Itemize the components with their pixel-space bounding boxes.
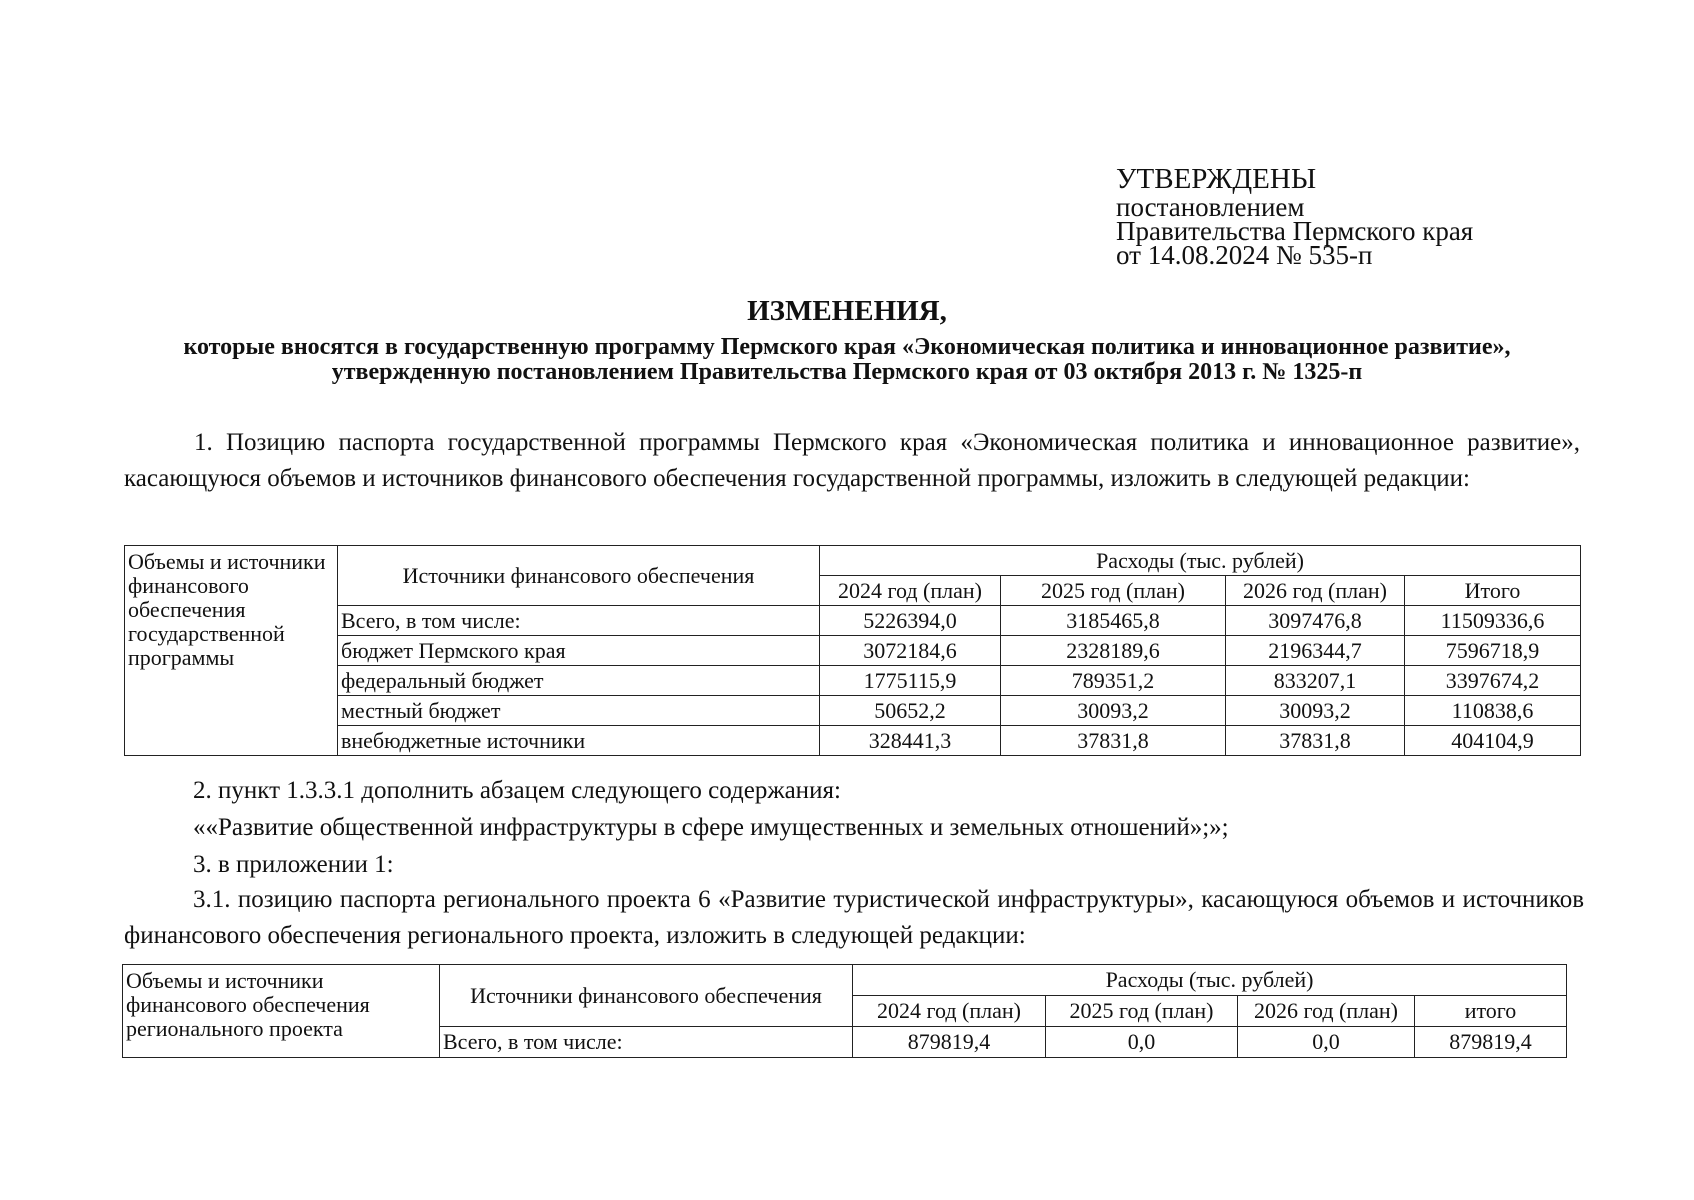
- table-row: [125, 666, 1581, 696]
- paragraph-5: 3.1. позицию паспорта регионального проекта 6 «Развитие туристической инфраструктуры», касающуюся объемов и источников финансового обеспечения регионального проекта, изложить в следующей редакции:: [124, 886, 1584, 949]
- value-cell: 30093,2: [1226, 696, 1405, 726]
- sources-header: Источники финансового обеспечения: [338, 546, 820, 606]
- document-title: ИЗМЕНЕНИЯ,: [747, 295, 947, 327]
- table-object-label: Объемы и источники финансового обеспечения регионального проекта: [123, 965, 440, 1058]
- value-cell: 404104,9: [1405, 726, 1581, 756]
- year-header: 2024 год (план): [853, 996, 1046, 1027]
- table-row: [125, 726, 1581, 756]
- value-cell: 5226394,0: [820, 606, 1001, 636]
- approval-heading: УТВЕРЖДЕНЫ: [1116, 163, 1317, 195]
- total-header: Итого: [1405, 576, 1581, 606]
- sources-header: Источники финансового обеспечения: [440, 965, 853, 1027]
- value-cell: 3097476,8: [1226, 606, 1405, 636]
- source-cell: Всего, в том числе:: [338, 606, 820, 636]
- year-header: 2026 год (план): [1226, 576, 1405, 606]
- value-cell: 3072184,6: [820, 636, 1001, 666]
- paragraph-1: 1. Позицию паспорта государственной программы Пермского края «Экономическая политика и инновационное развитие», касающуюся объемов и источников финансового обеспечения государственной программы, изложить в следующей редакции:: [124, 429, 1580, 492]
- source-cell: федеральный бюджет: [338, 666, 820, 696]
- value-cell: 879819,4: [1415, 1027, 1567, 1058]
- value-cell: 0,0: [1238, 1027, 1415, 1058]
- table-object-label: Объемы и источники финансового обеспечения государственной программы: [125, 546, 338, 756]
- source-cell: местный бюджет: [338, 696, 820, 726]
- value-cell: 1775115,9: [820, 666, 1001, 696]
- value-cell: 37831,8: [1001, 726, 1226, 756]
- source-cell: Всего, в том числе:: [440, 1027, 853, 1058]
- year-header: 2026 год (план): [1238, 996, 1415, 1027]
- approval-stamp: [1116, 163, 1636, 270]
- table-row: [125, 636, 1581, 666]
- value-cell: 110838,6: [1405, 696, 1581, 726]
- source-cell: внебюджетные источники: [338, 726, 820, 756]
- year-header: 2024 год (план): [820, 576, 1001, 606]
- paragraph-3: ««Развитие общественной инфраструктуры в сфере имущественных и земельных отношений»;»;: [193, 814, 1229, 841]
- financing-table-regional-project: [122, 964, 1567, 1058]
- value-cell: 2328189,6: [1001, 636, 1226, 666]
- value-cell: 30093,2: [1001, 696, 1226, 726]
- value-cell: 7596718,9: [1405, 636, 1581, 666]
- value-cell: 0,0: [1046, 1027, 1238, 1058]
- value-cell: 833207,1: [1226, 666, 1405, 696]
- paragraph-2: 2. пункт 1.3.3.1 дополнить абзацем следующего содержания:: [193, 777, 841, 804]
- value-cell: 328441,3: [820, 726, 1001, 756]
- document-subtitle: которые вносятся в государственную программу Пермского края «Экономическая политика и инновационное развитие», утвержденную постановлением Правительства Пермского края от 03 октября 2013 г. № 1325-п: [183, 334, 1511, 385]
- value-cell: 789351,2: [1001, 666, 1226, 696]
- value-cell: 3185465,8: [1001, 606, 1226, 636]
- table-row: [125, 696, 1581, 726]
- value-cell: 2196344,7: [1226, 636, 1405, 666]
- approval-line: Правительства Пермского края: [1116, 216, 1474, 246]
- year-header: 2025 год (план): [1046, 996, 1238, 1027]
- value-cell: 879819,4: [853, 1027, 1046, 1058]
- table-row: [125, 606, 1581, 636]
- financing-table-program: [124, 545, 1581, 756]
- approval-line: постановлением: [1116, 192, 1305, 222]
- expenses-header: Расходы (тыс. рублей): [820, 546, 1581, 576]
- expenses-header: Расходы (тыс. рублей): [853, 965, 1567, 996]
- value-cell: 37831,8: [1226, 726, 1405, 756]
- approval-line: от 14.08.2024 № 535-п: [1116, 240, 1373, 270]
- total-header: итого: [1415, 996, 1567, 1027]
- year-header: 2025 год (план): [1001, 576, 1226, 606]
- paragraph-4: 3. в приложении 1:: [193, 851, 394, 878]
- value-cell: 50652,2: [820, 696, 1001, 726]
- source-cell: бюджет Пермского края: [338, 636, 820, 666]
- value-cell: 11509336,6: [1405, 606, 1581, 636]
- value-cell: 3397674,2: [1405, 666, 1581, 696]
